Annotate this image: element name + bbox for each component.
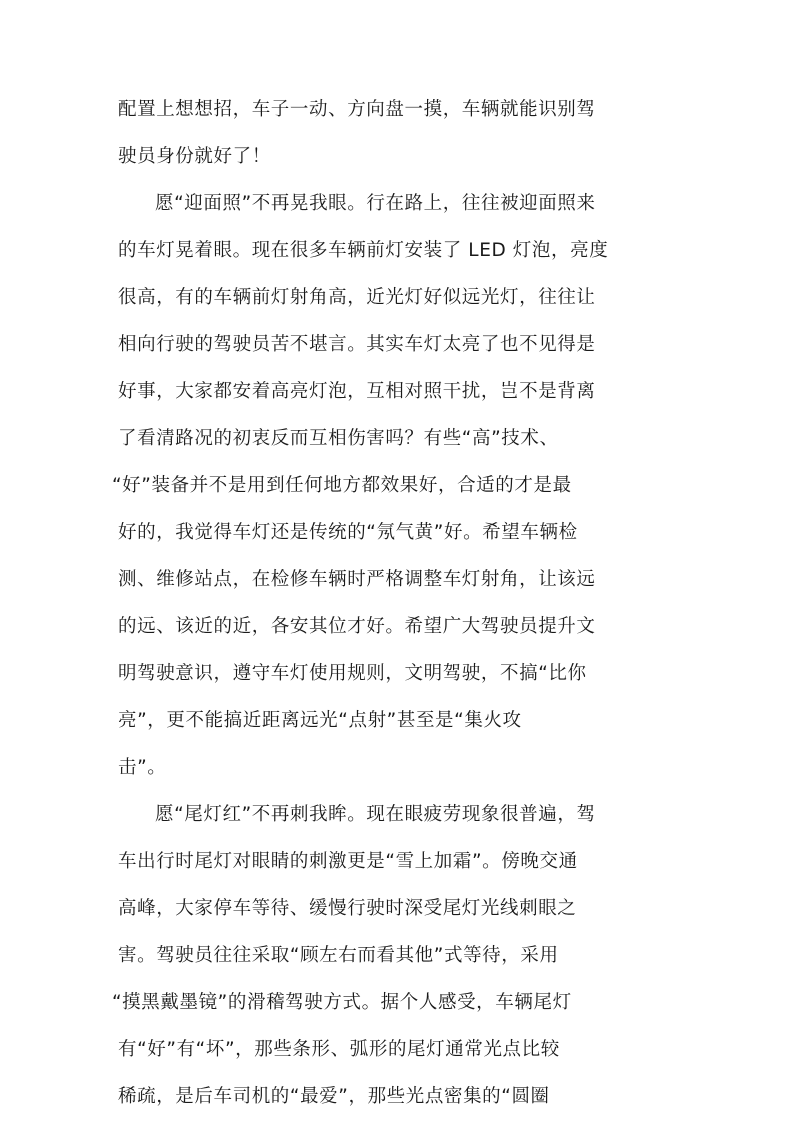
text-line: 了看清路况的初衷反而互相伤害吗？有些“高”技术、 xyxy=(118,428,559,449)
text-line: “摸黑戴墨镜”的滑稽驾驶方式。据个人感受，车辆尾灯 xyxy=(112,992,572,1013)
text-line: 的远、该近的近，各安其位才好。希望广大驾驶员提升文 xyxy=(118,616,596,637)
text-line: 很高，有的车辆前灯射角高，近光灯好似远光灯，往往让 xyxy=(118,287,596,308)
text-line: 的车灯晃着眼。现在很多车辆前灯安装了 LED 灯泡，亮度 xyxy=(118,240,609,261)
text-line: 击”。 xyxy=(118,757,167,778)
text-line: 好事，大家都安着高亮灯泡，互相对照干扰，岂不是背离 xyxy=(118,381,596,402)
text-line: 害。驾驶员往往采取“顾左右而看其他”式等待，采用 xyxy=(118,945,559,966)
text-line: 稀疏，是后车司机的“最爱”，那些光点密集的“圆圈 xyxy=(118,1086,550,1107)
text-line: “好”装备并不是用到任何地方都效果好，合适的才是最 xyxy=(112,475,572,496)
text-line: 测、维修站点，在检修车辆时严格调整车灯射角，让该远 xyxy=(118,569,596,590)
text-line: 有“好”有“坏”，那些条形、弧形的尾灯通常光点比较 xyxy=(118,1039,560,1060)
paragraph-start: 愿“尾灯红”不再刺我眸。现在眼疲劳现象很普遍，驾 xyxy=(155,804,596,825)
text-line: 高峰，大家停车等待、缓慢行驶时深受尾灯光线刺眼之 xyxy=(118,898,577,919)
text-line: 明驾驶意识，遵守车灯使用规则，文明驾驶，不搞“比你 xyxy=(118,663,587,684)
text-line: 相向行驶的驾驶员苦不堪言。其实车灯太亮了也不见得是 xyxy=(118,334,596,355)
text-line: 亮”，更不能搞近距离远光“点射”甚至是“集火攻 xyxy=(118,710,522,731)
text-line: 配置上想想招，车子一动、方向盘一摸，车辆就能识别驾 xyxy=(118,99,596,120)
text-line: 车出行时尾灯对眼睛的刺激更是“雪上加霜”。傍晚交通 xyxy=(118,851,578,872)
paragraph-start: 愿“迎面照”不再晃我眼。行在路上，往往被迎面照来 xyxy=(155,193,596,214)
text-line: 好的，我觉得车灯还是传统的“氖气黄”好。希望车辆检 xyxy=(118,522,578,543)
text-line: 驶员身份就好了！ xyxy=(118,146,271,167)
